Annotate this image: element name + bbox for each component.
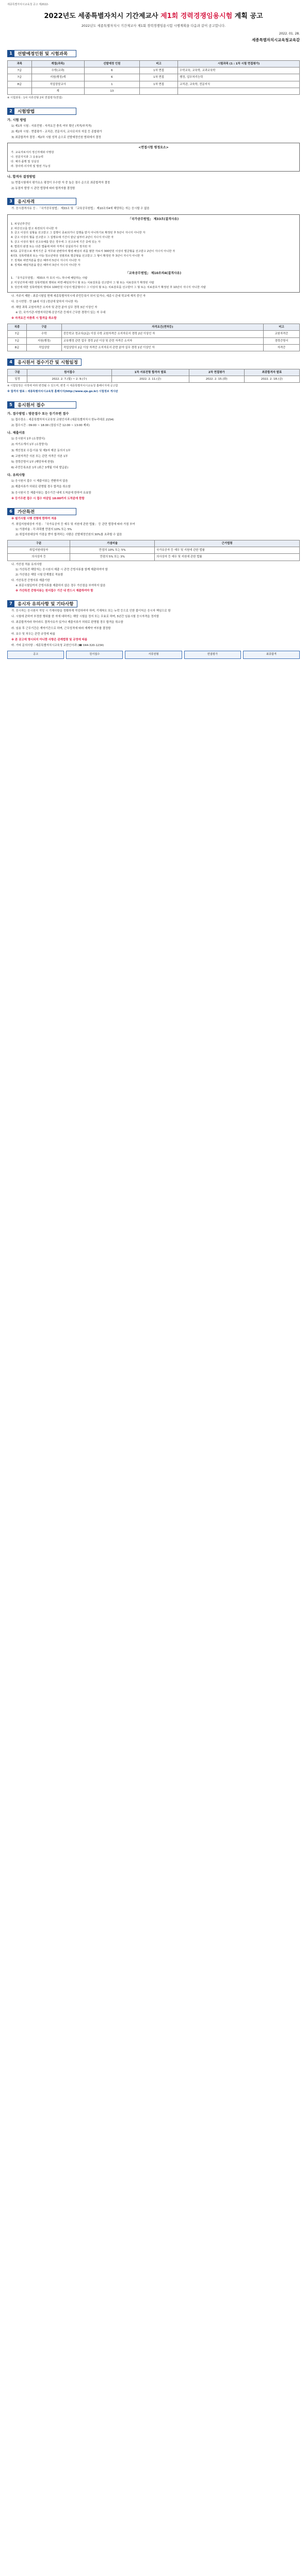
table-header: 선발예정 인원 (84, 61, 139, 67)
paragraph: 다. 가산특전 증명서류 제출기한 (11, 579, 50, 582)
flow-step: 최종합격 (243, 651, 300, 659)
table-cell: 1차 면접 (139, 81, 177, 88)
warning-text: ※ 본 공고에 명시되지 아니한 사항은 관계법령 및 규정에 따름 (11, 638, 88, 641)
section-number: 1 (7, 50, 14, 57)
table-cell: 수학교육, 교육학, 교과교육학 (178, 67, 300, 74)
section-number: 4 (7, 359, 14, 366)
paragraph: 1) 면접시험에서 평가요소 평정이 우수한 자 중 높은 점수 순으로 최종합격자 결정 (11, 181, 110, 185)
table-header: 비고 (139, 61, 177, 67)
table-header-row (8, 61, 300, 67)
paragraph: ※ 최종시험일까지 증빙서류를 제출하지 않은 경우 가산점을 부여하지 않음 (15, 584, 106, 587)
list-item: 2) 제출서류가 허위로 판명될 경우 합격을 취소함 (11, 485, 71, 489)
notice-title (7, 11, 300, 22)
warning-text: ※ 가산특전 증명서류는 원서접수 기간 내 반드시 제출하여야 함 (15, 589, 93, 593)
section-number: 5 (7, 401, 14, 409)
table-header-row (8, 369, 300, 376)
table-cell: 중등학교 정교사(2급) 이상 수학 교원자격증 소지자로서 경력 2년 이상인 자 (61, 331, 263, 337)
table-note: ※ 합격자 발표 : 세종특별자치시교육청 홈페이지(http://www.sje.go.kr) 시험정보 게시판 (7, 389, 118, 393)
table-cell: 직업상담사 2급 이상 자격증 소지자로서 관련 분야 실무 경력 1년 이상인 자 (61, 344, 263, 351)
paragraph: 2) 취업지원대상자 가점을 받아 합격하는 사람은 선발예정인원의 30%를 초과할 수 없음 (15, 533, 122, 537)
table-cell: 교육행정 관련 업무 경력 2년 이상 및 관련 자격증 소지자 (61, 337, 263, 344)
list-item: 가. 응시자는 응시원서 작성 시 기재사항을 정확하게 작성하여야 하며, 기재착오 또는 누락 등으로 인한 불이익은 응시자 책임으로 함 (11, 609, 171, 613)
table-cell: 2022. 2. 7.(월) ~ 2. 9.(수) (27, 376, 112, 382)
section-2-header (7, 108, 300, 115)
subheading: 나. 제출서류 (7, 431, 25, 435)
section-1-header (7, 50, 300, 57)
list-item: 3. 성인에 대한 성폭력범죄 행위로 100만원 이상의 벌금형이나 그 이상의 형 또는 치료감호를 선고받아 그 형 또는 치료감호가 확정된 후 10년이 지나지 아니한 사람 (11, 285, 206, 289)
table-cell: 지원(행정)계 (31, 74, 84, 81)
table-cell: 일정 (8, 376, 27, 382)
box-title: <면접시험 평정요소> (138, 146, 169, 150)
list-item: 5. 금고 이상의 형의 선고유예를 받은 경우에 그 선고유예 기간 중에 있는 자 (11, 241, 101, 244)
table-header: 2차 면접평가 (189, 369, 244, 376)
table-row (8, 337, 300, 344)
table-cell: 직업상담교사 (31, 81, 84, 88)
table-cell: 교원자격증 (263, 331, 299, 337)
paragraph: 나. 가산점 적용 유의사항 (11, 563, 42, 566)
list-item: 3) 개인정보 수집·이용 및 제3자 제공 동의서 1부 (11, 449, 71, 452)
table-cell: 경력증명서 (263, 337, 299, 344)
table-cell: 계 (31, 88, 84, 94)
table-cell: 행정, 업무처리능력 (178, 74, 300, 81)
subheading: 나. 합격자 결정방법 (7, 175, 36, 179)
disqualification-box (7, 214, 300, 293)
table-header: 원서접수 (27, 369, 112, 376)
table-cell: 의사상자 등 (8, 554, 70, 561)
list-item: 1) 응시원서 접수 시 제출서류는 반환하지 않음 (11, 480, 68, 483)
table-cell (8, 88, 32, 94)
paragraph: 2) 가산점은 해당 시험 단계별로 적용함 (15, 573, 63, 577)
warning-text: ※ 필기시험 시행 전형에 한하여 적용 (11, 517, 57, 520)
list-item: 3) 응시원서 등 제출서류는 접수기간 내에 도착분에 한하여 유효함 (11, 491, 91, 495)
list-item: 8. 징계로 해임처분을 받은 때부터 3년이 지나지 아니한 자 (11, 264, 80, 267)
table-cell: 13 (84, 88, 139, 94)
table-cell: 2022. 2. 15.(화) (189, 376, 244, 382)
qualification-table (7, 324, 300, 351)
section-title: 선발예정인원 및 시험과목 (14, 50, 76, 57)
list-item: 나. 전문지식과 그 응용능력 (11, 156, 44, 159)
list-item: 나. 시험에 관하여 부정한 행위를 한 자에 대하여는 해당 시험을 정지 또는 무효로 하며, 5년간 임용시험 응시자격을 정지함 (11, 615, 159, 619)
table-cell: 7급 (8, 331, 27, 337)
table-cell: 국가유공자 등 예우 및 지원에 관한 법률 (155, 547, 300, 554)
paragraph: 나. 거주지 제한 : 최종시험일 현재 세종특별자치시에 주민등록이 되어 있거나, 세종시 관내 학교에 재직 중인 자 (11, 294, 146, 298)
table-cell: 6 (84, 74, 139, 81)
list-item: 2. 미성년자에 대한 성폭력범죄 행위로 파면·해임되거나 형 또는 치료감호를 선고받아 그 형 또는 치료감호가 확정된 사람 (11, 281, 154, 284)
table-cell: 1차 면접 (139, 67, 177, 74)
table-header: 가점비율 (70, 540, 155, 547)
section-title: 응시원서 접수 (14, 401, 76, 409)
subheading: 다. 유의사항 (7, 473, 25, 478)
paragraph: 가. 응시결격사유 등 : 「국가공무원법」 제33조 및 「교육공무원법」 제10조의4에 해당하는 자는 응시할 수 없음 (11, 207, 150, 211)
table-header: 과목 (8, 61, 32, 67)
contact-info: 바. 기타 문의사항 : 세종특별자치시교육청 교원인사과 (☎ 044-320-1234) (11, 643, 104, 647)
table-cell: 8급 (8, 344, 27, 351)
flow-step: 면접평가 (184, 651, 241, 659)
table-row (8, 67, 300, 74)
paragraph: 2) 접수시간 : 09:00 ~ 18:00 (점심시간 12:00 ~ 13:00 제외) (11, 423, 90, 427)
table-cell: 취업지원대상자 (8, 547, 70, 554)
list-item: 5) 경력증명서 1부 (해당자에 한함) (11, 460, 54, 464)
paragraph: 1) 가산특전 해당자는 응시원서 제출 시 관련 증빙서류를 함께 제출하여야 함 (15, 568, 108, 571)
paragraph: 라. 해당 과목 교원자격증 소지자 및 관련 분야 실무 경력 3년 이상인 자 (11, 306, 98, 309)
table-header: 비고 (263, 324, 299, 331)
paragraph: 1) 가점비율 : 각 과목별 만점의 10% 또는 5% (15, 528, 72, 531)
table-cell: 7급 (8, 74, 32, 81)
title-highlight: 제1회 경력경쟁임용시험 (160, 12, 233, 20)
list-item: 라. 임용 후 근무기간은 계약기간으로 하며, 근무성적에 따라 재계약 여부를 결정함 (11, 626, 111, 630)
list-item: 가. 교육자로서의 정신자세와 사명감 (11, 151, 54, 155)
table-cell: 2022. 2. 18.(금) (244, 376, 299, 382)
table-row (8, 88, 300, 94)
section-5-header (7, 401, 300, 409)
table-header: 계열(과목) (31, 61, 84, 67)
paragraph: 다. 응시연령 : 만 18세 이상 (정년에 달하지 아니한 자) (11, 300, 78, 303)
table-header: 근거법령 (155, 540, 300, 547)
notice-date: 2022. 01. 28. (279, 32, 300, 36)
table-cell: 7급 (8, 67, 32, 74)
process-flow (7, 651, 300, 659)
list-item: 6. 법원의 판결 또는 다른 법률에 따라 자격이 상실되거나 정지된 자 (11, 245, 91, 249)
table-header: 구분 (26, 324, 61, 331)
table-cell: 지원(행정) (26, 337, 61, 344)
subheading: 가. 시험 방법 (7, 118, 26, 122)
table-cell: 수학(교과) (31, 67, 84, 74)
title-suffix: 계획 공고 (232, 12, 263, 20)
list-item: 다. 예의·품행 및 성실성 (11, 160, 39, 164)
title-prefix: 2022년도 세종특별자치시 기간제교사 (44, 12, 161, 20)
recruitment-table (7, 60, 300, 95)
box-title: 「국가공무원법」 제33조(결격사유) (128, 217, 179, 221)
section-number: 6 (7, 508, 14, 515)
box-title: 「교육공무원법」 제10조의4(결격사유) (125, 271, 182, 275)
table-cell: 의사상자 등 예우 및 지원에 관한 법률 (155, 554, 300, 561)
section-number: 2 (7, 108, 14, 115)
paragraph: 1) 접수장소 : 세종특별자치시교육청 교원인사과 (세종특별자치시 한누리대로 2154) (11, 418, 114, 421)
list-item: 1) 응시원서 1부 (소정양식) (11, 437, 45, 441)
section-6-header (7, 508, 300, 515)
flow-step: 공고 (7, 651, 64, 659)
notice-issuer: 세종특별자치시교육청교육감 (252, 38, 300, 43)
section-3-header (7, 198, 300, 205)
section-number: 3 (7, 198, 14, 205)
table-cell: 2022. 2. 11.(금) (111, 376, 189, 382)
list-item: 다. 최종합격자라 하더라도 결격사유가 있거나 제출서류가 허위로 판명될 경우 합격을 취소함 (11, 621, 123, 624)
table-note: ※ 시험일정은 사정에 따라 변경될 수 있으며, 변경 시 세종특별자치시교육청 홈페이지에 공고함 (7, 384, 118, 387)
list-item: 라. 창의력·의지력 및 발전 가능성 (11, 165, 51, 168)
table-cell: 수학 (26, 331, 61, 337)
list-item: 4) 교원자격증 사본 또는 관련 자격증 사본 1부 (11, 454, 68, 458)
section-title: 응시원서 접수기간 및 시험일정 (14, 359, 82, 366)
subheading: 가. 접수방법 : 방문접수 또는 등기우편 접수 (7, 412, 69, 416)
table-row (8, 81, 300, 88)
section-number: 7 (7, 600, 14, 607)
table-cell (139, 88, 177, 94)
table-header-row (8, 540, 300, 547)
table-row (8, 554, 300, 561)
table-header: 구분 (8, 369, 27, 376)
section-title: 응시자 유의사항 및 기타사항 (14, 600, 77, 607)
paragraph: 2) 동점자 발생 시 관련 법령에 따라 합격자를 결정함 (11, 187, 75, 191)
table-cell: 7급 (8, 337, 27, 344)
table-row (8, 344, 300, 351)
list-item: 6의3. 성폭력범죄 또는 아동·청소년대상 성범죄로 벌금형을 선고받고 그 형이 확정된 후 3년이 지나지 아니한 자 (11, 255, 144, 258)
interview-criteria-box (7, 143, 300, 172)
section-title: 응시자격 (14, 198, 76, 205)
list-item: 6의2. 공무원으로 재직기간 중 직무와 관련하여 횡령·배임의 죄를 범한 자로서 300만원 이상의 벌금형을 선고받고 2년이 지나지 아니한 자 (11, 250, 175, 253)
table-cell: 만점의 10% 또는 5% (70, 547, 155, 554)
list-item: 6) 주민등록초본 1부 (최근 3개월 이내 발급분) (11, 466, 69, 469)
paragraph: 2) 제2차 시험 : 면접평가 - 교직관, 전문지식, 교사로서의 자질 등 종합평가 (11, 130, 102, 133)
list-item: 2) 자기소개서 1부 (소정양식) (11, 443, 48, 447)
paragraph: 가. 취업지원대상자 가점 : 「국가유공자 등 예우 및 지원에 관한 법률」 등 관련 법령에 따라 가점 부여 (11, 522, 135, 526)
table-header: 자격요건(면허등) (61, 324, 263, 331)
list-item: 1. 피성년후견인 (11, 222, 30, 226)
table-header: 직종 (8, 324, 27, 331)
list-item: 2. 파산선고를 받고 복권되지 아니한 자 (11, 227, 58, 230)
list-item: 3. 금고 이상의 실형을 선고받고 그 집행이 종료되거나 집행을 받지 아니하기로 확정된 후 5년이 지나지 아니한 자 (11, 231, 146, 235)
paragraph: 1) 제1차 시험 : 서류전형 - 자격요건 충족 여부 확인 (적격/부적격) (11, 124, 92, 128)
section-7-header (7, 600, 300, 607)
paragraph: ※ 단, 국가기관·지방자치단체·공공기관 등에서 근무한 경력이 있는 자 우대 (15, 311, 106, 315)
flow-step: 원서접수 (66, 651, 123, 659)
list-item: 마. 보수 및 처우는 관련 규정에 따름 (11, 632, 55, 636)
bonus-table (7, 540, 300, 561)
table-row (8, 376, 300, 382)
table-header: 1차 서류전형 합격자 발표 (111, 369, 189, 376)
table-cell: 6 (84, 67, 139, 74)
notice-number: 세종특별자치시교육청 공고 제2022- (7, 3, 49, 6)
table-row (8, 547, 300, 554)
warning-text: ※ 등기우편 접수 시 접수 마감일 18:00까지 도착분에 한함 (11, 497, 85, 500)
list-item: 4. 금고 이상의 형을 선고받고 그 집행유예 기간이 끝난 날부터 2년이 지나지 아니한 자 (11, 236, 114, 240)
section-title: 가산특전 (14, 508, 76, 515)
table-note: ※ 시험과목 : 1차 서류전형 2차 면접평가(면접) (7, 96, 62, 99)
table-row (8, 74, 300, 81)
list-item: 1. 「국가공무원법」 제33조 각 호의 어느 하나에 해당하는 사람 (11, 276, 88, 280)
table-cell: 1차 면접 (139, 74, 177, 81)
table-cell (178, 88, 300, 94)
section-title: 시험방법 (14, 108, 76, 115)
warning-text: ※ 자격요건 미충족 시 합격을 취소함 (11, 317, 57, 320)
table-cell: 만점의 5% 또는 3% (70, 554, 155, 561)
table-header: 최종합격자 발표 (244, 369, 299, 376)
schedule-table (7, 369, 300, 383)
table-header: 시험과목 (1 : 1차 시험 면접평가) (178, 61, 300, 67)
table-cell: 교직관, 교육학, 전문지식 (178, 81, 300, 88)
paragraph: 3) 최종합격자 결정 : 제2차 시험 성적 순으로 선발예정인원 범위에서 결정 (11, 136, 101, 140)
section-4-header (7, 359, 300, 366)
table-cell: 직업상담 (26, 344, 61, 351)
flow-step: 서류전형 (125, 651, 182, 659)
table-cell: 1 (84, 81, 139, 88)
table-header-row (8, 324, 300, 331)
table-cell: 자격증 (263, 344, 299, 351)
notice-subtitle: 2022년도 세종특별자치시 기간제교사 제1회 경력경쟁임용시험 시행계획을 다음과 같이 공고합니다. (81, 23, 226, 28)
table-row (8, 331, 300, 337)
table-cell: 8급 (8, 81, 32, 88)
list-item: 7. 징계로 파면처분을 받은 때부터 5년이 지나지 아니한 자 (11, 259, 80, 263)
table-header: 구분 (8, 540, 70, 547)
